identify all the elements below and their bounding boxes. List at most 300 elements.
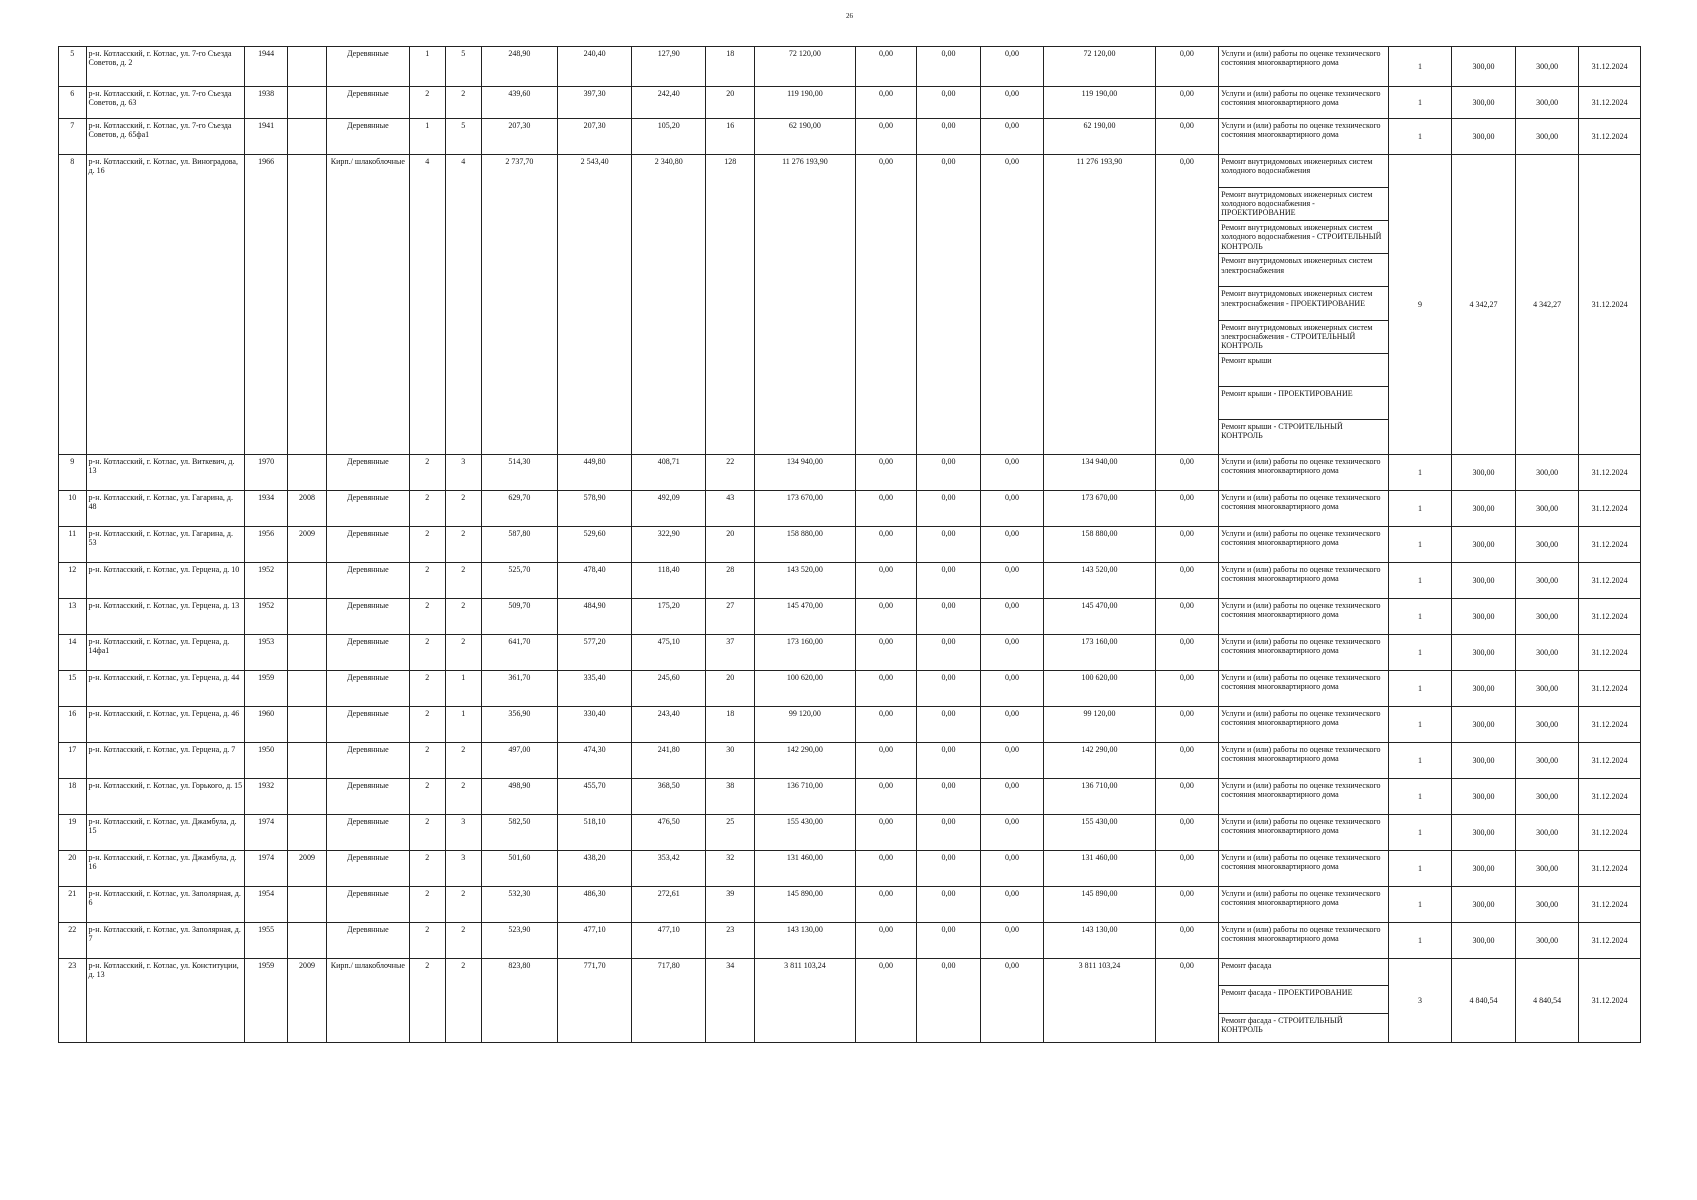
cell-cost-total: 136 710,00 [755,779,856,815]
table-row [59,959,1641,1043]
cell-address: р-н. Котласский, г. Котлас, ул. Герцена, д. 14фа1 [86,635,245,671]
cell-area-total: 509,70 [481,599,557,635]
cell-material: Деревянные [327,527,410,563]
cell-f3: 0,00 [980,959,1044,1043]
cell-works [1219,635,1389,671]
cell-people: 27 [706,599,755,635]
cell-year2 [287,155,326,455]
cell-f2: 0,00 [917,155,981,455]
cell-cost-total: 72 120,00 [755,47,856,87]
cell-price-2: 300,00 [1515,491,1579,527]
cell-area-living: 477,10 [632,923,706,959]
cell-f4: 100 620,00 [1044,671,1155,707]
cell-f4: 3 811 103,24 [1044,959,1155,1043]
table-row [59,923,1641,959]
cell-f3: 0,00 [980,47,1044,87]
cell-people: 18 [706,47,755,87]
cell-area-living: 245,60 [632,671,706,707]
cell-address: р-н. Котласский, г. Котлас, ул. Горького, д. 15 [86,779,245,815]
cell-qty: 3 [1388,959,1452,1043]
cell-area-res: 478,40 [558,563,632,599]
cell-f2: 0,00 [917,563,981,599]
cell-address: р-н. Котласский, г. Котлас, ул. Герцена, д. 7 [86,743,245,779]
cell-qty: 1 [1388,851,1452,887]
cell-price-1: 300,00 [1452,563,1516,599]
cell-cost-total: 100 620,00 [755,671,856,707]
cell-price-2: 300,00 [1515,87,1579,119]
cell-area-total: 356,90 [481,707,557,743]
work-item: Услуги и (или) работы по оценке технического состояния многоквартирного дома [1221,637,1381,656]
cell-entrances: 3 [445,455,481,491]
cell-qty: 1 [1388,491,1452,527]
cell-entrances: 4 [445,155,481,455]
work-item: Ремонт фасада - ПРОЕКТИРОВАНИЕ [1219,986,1388,1013]
work-item: Услуги и (или) работы по оценке технического состояния многоквартирного дома [1221,853,1381,872]
cell-works [1219,455,1389,491]
cell-floors: 2 [409,707,445,743]
cell-price-2: 4 342,27 [1515,155,1579,455]
cell-price-1: 300,00 [1452,491,1516,527]
cell-material: Деревянные [327,923,410,959]
cell-price-2: 300,00 [1515,815,1579,851]
cell-f5: 0,00 [1155,959,1219,1043]
cell-cost-total: 131 460,00 [755,851,856,887]
cell-f4: 131 460,00 [1044,851,1155,887]
cell-year: 1932 [245,779,287,815]
cell-entrances: 5 [445,47,481,87]
cell-area-res: 449,80 [558,455,632,491]
cell-area-total: 207,30 [481,119,557,155]
work-item: Услуги и (или) работы по оценке технического состояния многоквартирного дома [1221,529,1381,548]
cell-area-res: 438,20 [558,851,632,887]
cell-price-2: 300,00 [1515,923,1579,959]
cell-works [1219,851,1389,887]
cell-f4: 143 130,00 [1044,923,1155,959]
work-item: Услуги и (или) работы по оценке технического состояния многоквартирного дома [1221,89,1381,108]
cell-material: Деревянные [327,491,410,527]
cell-area-total: 514,30 [481,455,557,491]
cell-n: 22 [59,923,87,959]
cell-n: 16 [59,707,87,743]
cell-works [1219,491,1389,527]
cell-year2 [287,635,326,671]
cell-f5: 0,00 [1155,47,1219,87]
cell-deadline: 31.12.2024 [1579,527,1641,563]
cell-f1: 0,00 [855,851,916,887]
cell-cost-total: 145 890,00 [755,887,856,923]
cell-area-living: 242,40 [632,87,706,119]
work-item: Ремонт крыши - СТРОИТЕЛЬНЫЙ КОНТРОЛЬ [1221,421,1343,441]
cell-price-1: 300,00 [1452,527,1516,563]
cell-area-total: 641,70 [481,635,557,671]
cell-n: 14 [59,635,87,671]
cell-floors: 2 [409,779,445,815]
cell-cost-total: 143 520,00 [755,563,856,599]
cell-f2: 0,00 [917,887,981,923]
cell-area-res: 335,40 [558,671,632,707]
cell-qty: 1 [1388,635,1452,671]
work-item: Услуги и (или) работы по оценке технического состояния многоквартирного дома [1221,817,1381,836]
cell-f4: 143 520,00 [1044,563,1155,599]
cell-entrances: 2 [445,87,481,119]
cell-people: 22 [706,455,755,491]
cell-material: Деревянные [327,779,410,815]
cell-price-1: 300,00 [1452,887,1516,923]
cell-f4: 145 470,00 [1044,599,1155,635]
cell-f5: 0,00 [1155,455,1219,491]
cell-area-living: 717,80 [632,959,706,1043]
cell-entrances: 2 [445,491,481,527]
cell-works [1219,87,1389,119]
cell-material: Кирп./ шлакоблочные [327,155,410,455]
cell-f3: 0,00 [980,563,1044,599]
cell-year2: 2009 [287,959,326,1043]
cell-qty: 1 [1388,923,1452,959]
cell-area-living: 353,42 [632,851,706,887]
work-item: Услуги и (или) работы по оценке технического состояния многоквартирного дома [1221,565,1381,584]
cell-area-living: 2 340,80 [632,155,706,455]
cell-price-1: 300,00 [1452,47,1516,87]
cell-f2: 0,00 [917,743,981,779]
cell-people: 43 [706,491,755,527]
cell-floors: 1 [409,47,445,87]
cell-price-1: 300,00 [1452,671,1516,707]
table-row [59,779,1641,815]
cell-f1: 0,00 [855,635,916,671]
cell-f3: 0,00 [980,887,1044,923]
cell-floors: 2 [409,923,445,959]
cell-works [1219,47,1389,87]
cell-area-total: 823,80 [481,959,557,1043]
cell-f2: 0,00 [917,491,981,527]
cell-address: р-н. Котласский, г. Котлас, ул. Гагарина, д. 53 [86,527,245,563]
cell-f4: 119 190,00 [1044,87,1155,119]
cell-people: 39 [706,887,755,923]
cell-f3: 0,00 [980,743,1044,779]
table-row [59,155,1641,455]
cell-price-2: 300,00 [1515,887,1579,923]
cell-area-total: 497,00 [481,743,557,779]
cell-f2: 0,00 [917,923,981,959]
cell-f4: 11 276 193,90 [1044,155,1155,455]
cell-entrances: 5 [445,119,481,155]
cell-n: 23 [59,959,87,1043]
work-item: Ремонт крыши [1219,354,1388,387]
table-row [59,599,1641,635]
cell-works [1219,119,1389,155]
cell-f3: 0,00 [980,779,1044,815]
cell-f5: 0,00 [1155,743,1219,779]
cell-floors: 2 [409,563,445,599]
cell-price-1: 300,00 [1452,779,1516,815]
table-row [59,87,1641,119]
cell-qty: 1 [1388,599,1452,635]
cell-f3: 0,00 [980,851,1044,887]
cell-f1: 0,00 [855,779,916,815]
cell-qty: 1 [1388,743,1452,779]
cell-year: 1974 [245,815,287,851]
work-item: Услуги и (или) работы по оценке технического состояния многоквартирного дома [1221,889,1381,908]
cell-year2 [287,563,326,599]
cell-address: р-н. Котласский, г. Котлас, ул. Джамбула, д. 16 [86,851,245,887]
cell-year2 [287,923,326,959]
cell-year2 [287,707,326,743]
cell-works [1219,923,1389,959]
work-item: Услуги и (или) работы по оценке технического состояния многоквартирного дома [1221,49,1381,68]
cell-f1: 0,00 [855,707,916,743]
cell-works [1219,563,1389,599]
table-row [59,707,1641,743]
cell-year: 1960 [245,707,287,743]
cell-people: 18 [706,707,755,743]
work-item: Ремонт внутридомовых инженерных систем электроснабжения - СТРОИТЕЛЬНЫЙ КОНТРОЛЬ [1219,321,1388,354]
cell-price-2: 300,00 [1515,599,1579,635]
cell-deadline: 31.12.2024 [1579,707,1641,743]
cell-price-2: 300,00 [1515,851,1579,887]
cell-area-total: 532,30 [481,887,557,923]
cell-f2: 0,00 [917,599,981,635]
cell-material: Деревянные [327,851,410,887]
cell-address: р-н. Котласский, г. Котлас, ул. Герцена, д. 10 [86,563,245,599]
cell-year: 1952 [245,563,287,599]
cell-address: р-н. Котласский, г. Котлас, ул. Заполярная, д. 7 [86,923,245,959]
cell-entrances: 1 [445,707,481,743]
cell-entrances: 3 [445,851,481,887]
cell-year2 [287,455,326,491]
cell-price-1: 300,00 [1452,743,1516,779]
cell-works [1219,527,1389,563]
cell-year: 1970 [245,455,287,491]
cell-area-res: 397,30 [558,87,632,119]
cell-price-1: 300,00 [1452,923,1516,959]
cell-f2: 0,00 [917,959,981,1043]
cell-area-total: 525,70 [481,563,557,599]
cell-deadline: 31.12.2024 [1579,491,1641,527]
cell-address: р-н. Котласский, г. Котлас, ул. 7-го Съезда Советов, д. 65фа1 [86,119,245,155]
cell-floors: 2 [409,527,445,563]
cell-f3: 0,00 [980,635,1044,671]
cell-people: 30 [706,743,755,779]
cell-year: 1950 [245,743,287,779]
cell-deadline: 31.12.2024 [1579,743,1641,779]
cell-year2 [287,87,326,119]
cell-price-1: 300,00 [1452,119,1516,155]
cell-n: 7 [59,119,87,155]
cell-cost-total: 99 120,00 [755,707,856,743]
work-item: Услуги и (или) работы по оценке технического состояния многоквартирного дома [1221,781,1381,800]
cell-entrances: 2 [445,923,481,959]
work-item: Ремонт внутридомовых инженерных систем электроснабжения - ПРОЕКТИРОВАНИЕ [1219,287,1388,320]
work-item: Ремонт внутридомовых инженерных систем электроснабжения [1219,254,1388,287]
cell-year2: 2008 [287,491,326,527]
cell-f4: 99 120,00 [1044,707,1155,743]
cell-price-2: 300,00 [1515,47,1579,87]
cell-cost-total: 142 290,00 [755,743,856,779]
cell-year: 1966 [245,155,287,455]
cell-n: 8 [59,155,87,455]
table-row [59,527,1641,563]
cell-entrances: 1 [445,671,481,707]
cell-area-res: 330,40 [558,707,632,743]
cell-n: 13 [59,599,87,635]
cell-f3: 0,00 [980,119,1044,155]
cell-floors: 2 [409,887,445,923]
cell-f5: 0,00 [1155,87,1219,119]
cell-cost-total: 11 276 193,90 [755,155,856,455]
cell-people: 16 [706,119,755,155]
cell-works [1219,155,1389,455]
cell-area-living: 105,20 [632,119,706,155]
cell-f5: 0,00 [1155,923,1219,959]
cell-people: 32 [706,851,755,887]
cell-cost-total: 134 940,00 [755,455,856,491]
cell-year2 [287,671,326,707]
cell-area-res: 486,30 [558,887,632,923]
cell-f2: 0,00 [917,87,981,119]
work-item: Услуги и (или) работы по оценке технического состояния многоквартирного дома [1221,709,1381,728]
work-item: Услуги и (или) работы по оценке технического состояния многоквартирного дома [1221,121,1381,140]
cell-f2: 0,00 [917,815,981,851]
cell-material: Кирп./ шлакоблочные [327,959,410,1043]
cell-f4: 142 290,00 [1044,743,1155,779]
cell-area-res: 484,90 [558,599,632,635]
cell-price-2: 300,00 [1515,527,1579,563]
cell-price-1: 300,00 [1452,707,1516,743]
cell-n: 5 [59,47,87,87]
cell-f1: 0,00 [855,563,916,599]
cell-area-total: 587,80 [481,527,557,563]
cell-f4: 173 670,00 [1044,491,1155,527]
cell-floors: 1 [409,119,445,155]
cell-works [1219,887,1389,923]
work-item: Услуги и (или) работы по оценке технического состояния многоквартирного дома [1221,673,1381,692]
cell-f3: 0,00 [980,815,1044,851]
cell-f3: 0,00 [980,527,1044,563]
table-row [59,563,1641,599]
cell-floors: 2 [409,815,445,851]
cell-f4: 158 880,00 [1044,527,1155,563]
cell-material: Деревянные [327,635,410,671]
cell-year2 [287,119,326,155]
cell-area-total: 501,60 [481,851,557,887]
cell-f4: 62 190,00 [1044,119,1155,155]
cell-f2: 0,00 [917,707,981,743]
cell-price-1: 300,00 [1452,635,1516,671]
cell-material: Деревянные [327,815,410,851]
cell-price-2: 300,00 [1515,455,1579,491]
cell-address: р-н. Котласский, г. Котлас, ул. Конституции, д. 13 [86,959,245,1043]
cell-price-1: 300,00 [1452,815,1516,851]
cell-area-living: 322,90 [632,527,706,563]
cell-price-1: 300,00 [1452,851,1516,887]
work-item: Ремонт внутридомовых инженерных систем холодного водоснабжения - ПРОЕКТИРОВАНИЕ [1219,188,1388,221]
cell-cost-total: 173 160,00 [755,635,856,671]
table-row [59,671,1641,707]
cell-year: 1953 [245,635,287,671]
cell-area-total: 629,70 [481,491,557,527]
cell-people: 34 [706,959,755,1043]
work-item: Услуги и (или) работы по оценке технического состояния многоквартирного дома [1221,925,1381,944]
cell-floors: 4 [409,155,445,455]
work-item: Услуги и (или) работы по оценке технического состояния многоквартирного дома [1221,601,1381,620]
cell-area-living: 118,40 [632,563,706,599]
cell-material: Деревянные [327,119,410,155]
cell-area-living: 127,90 [632,47,706,87]
cell-price-2: 300,00 [1515,707,1579,743]
cell-n: 11 [59,527,87,563]
cell-area-total: 439,60 [481,87,557,119]
cell-material: Деревянные [327,87,410,119]
cell-deadline: 31.12.2024 [1579,635,1641,671]
cell-year2 [287,599,326,635]
cell-f5: 0,00 [1155,887,1219,923]
cell-cost-total: 143 130,00 [755,923,856,959]
cell-qty: 1 [1388,455,1452,491]
cell-works [1219,671,1389,707]
cell-n: 15 [59,671,87,707]
cell-f2: 0,00 [917,779,981,815]
cell-deadline: 31.12.2024 [1579,47,1641,87]
cell-floors: 2 [409,491,445,527]
cell-year2 [287,743,326,779]
cell-year: 1955 [245,923,287,959]
cell-area-res: 771,70 [558,959,632,1043]
cell-deadline: 31.12.2024 [1579,923,1641,959]
work-item: Ремонт внутридомовых инженерных систем холодного водоснабжения [1219,155,1388,188]
cell-qty: 1 [1388,671,1452,707]
cell-area-living: 175,20 [632,599,706,635]
table-row [59,455,1641,491]
cell-f1: 0,00 [855,671,916,707]
table-row [59,47,1641,87]
cell-f1: 0,00 [855,599,916,635]
cell-works [1219,599,1389,635]
table-row [59,851,1641,887]
cell-address: р-н. Котласский, г. Котлас, ул. Герцена, д. 13 [86,599,245,635]
cell-f3: 0,00 [980,491,1044,527]
cell-works [1219,815,1389,851]
work-item: Ремонт крыши - ПРОЕКТИРОВАНИЕ [1219,387,1388,420]
cell-cost-total: 119 190,00 [755,87,856,119]
cell-material: Деревянные [327,455,410,491]
cell-qty: 1 [1388,707,1452,743]
cell-area-res: 207,30 [558,119,632,155]
cell-n: 10 [59,491,87,527]
cell-year: 1959 [245,671,287,707]
cell-address: р-н. Котласский, г. Котлас, ул. 7-го Съезда Советов, д. 63 [86,87,245,119]
cell-material: Деревянные [327,707,410,743]
cell-entrances: 2 [445,635,481,671]
cell-area-res: 2 543,40 [558,155,632,455]
cell-price-2: 300,00 [1515,635,1579,671]
table-row [59,491,1641,527]
cell-f3: 0,00 [980,707,1044,743]
cell-price-2: 300,00 [1515,671,1579,707]
cell-area-living: 492,09 [632,491,706,527]
cell-year2 [287,47,326,87]
cell-floors: 2 [409,959,445,1043]
cell-area-total: 248,90 [481,47,557,87]
cell-f1: 0,00 [855,743,916,779]
cell-area-total: 498,90 [481,779,557,815]
cell-f5: 0,00 [1155,527,1219,563]
cell-floors: 2 [409,87,445,119]
cell-address: р-н. Котласский, г. Котлас, ул. 7-го Съезда Советов, д. 2 [86,47,245,87]
table-row [59,635,1641,671]
cell-area-living: 475,10 [632,635,706,671]
cell-price-1: 4 342,27 [1452,155,1516,455]
cell-f5: 0,00 [1155,815,1219,851]
